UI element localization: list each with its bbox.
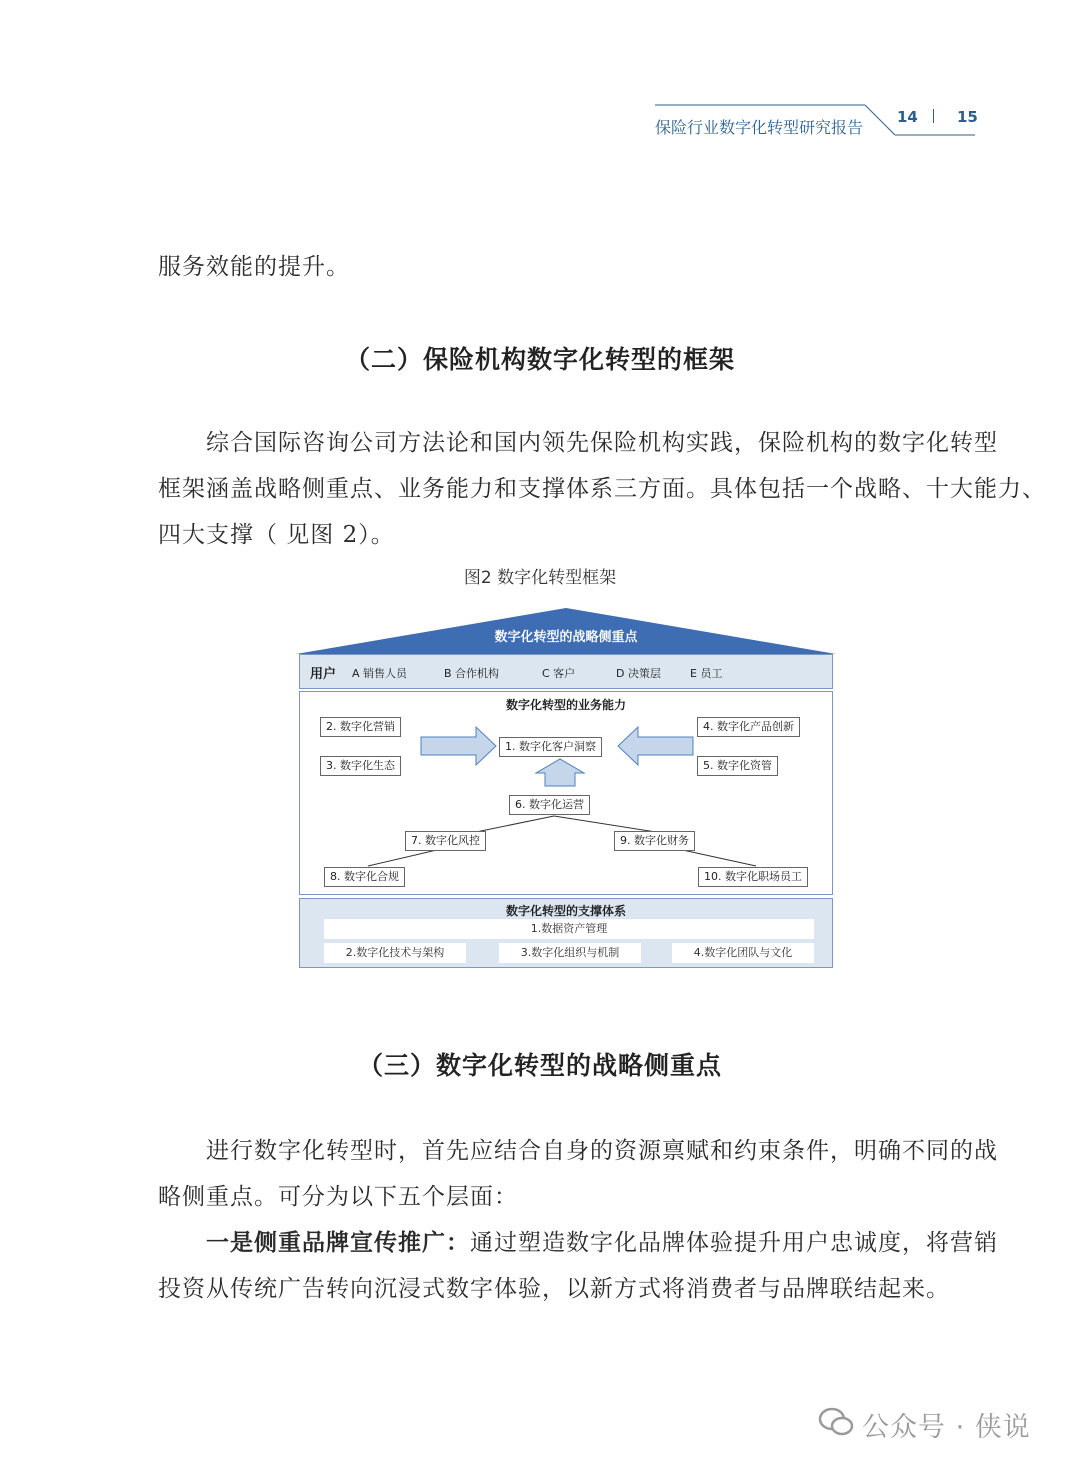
capability-box-6: 6. 数字化运营 xyxy=(509,795,590,815)
user-item: D 决策层 xyxy=(616,667,661,680)
support-item-1: 1.数据资产管理 xyxy=(324,919,814,939)
page-number-divider xyxy=(933,109,934,123)
paragraph-strategy-line1: 进行数字化转型时，首先应结合自身的资源禀赋和约束条件，明确不同的战 xyxy=(206,1138,998,1164)
section-heading-framework: （二）保险机构数字化转型的框架 xyxy=(344,345,735,374)
support-item-2: 2.数字化技术与架构 xyxy=(324,943,466,963)
paragraph-continuation: 服务效能的提升。 xyxy=(158,254,350,280)
capability-box-5: 5. 数字化资管 xyxy=(697,756,778,776)
user-item: B 合作机构 xyxy=(444,667,500,680)
figure-caption: 图2 数字化转型框架 xyxy=(463,568,617,588)
support-title: 数字化转型的支撑体系 xyxy=(505,904,626,918)
users-label: 用户 xyxy=(310,667,337,682)
capability-box-8: 8. 数字化合规 xyxy=(324,867,405,887)
brand-lead-rest: 通过塑造数字化品牌体验提升用户忠诚度，将营销 xyxy=(470,1230,998,1256)
user-item: C 客户 xyxy=(542,667,576,680)
capability-box-10: 10. 数字化职场员工 xyxy=(698,867,808,887)
section-heading-strategy: （三）数字化转型的战略侧重点 xyxy=(357,1051,722,1080)
capability-box-3: 3. 数字化生态 xyxy=(320,756,401,776)
paragraph-framework-line2: 框架涵盖战略侧重点、业务能力和支撑体系三方面。具体包括一个战略、十大能力、 xyxy=(158,476,1046,502)
page-number-right: 15 xyxy=(957,108,978,126)
report-title: 保险行业数字化转型研究报告 xyxy=(655,118,864,137)
user-item: A 销售人员 xyxy=(352,667,408,680)
capability-title: 数字化转型的业务能力 xyxy=(505,698,626,712)
watermark: 公众号 · 侠说 xyxy=(862,1412,1031,1443)
page-number-left: 14 xyxy=(897,108,918,126)
paragraph-framework-line3: 四大支撑（ 见图 2）。 xyxy=(158,522,395,548)
wechat-icon xyxy=(818,1406,854,1438)
paragraph-framework-line1: 综合国际咨询公司方法论和国内领先保险机构实践，保险机构的数字化转型 xyxy=(206,430,998,456)
left-arrow xyxy=(618,727,693,765)
capability-box-4: 4. 数字化产品创新 xyxy=(697,717,800,737)
capability-box-7: 7. 数字化风控 xyxy=(405,831,486,851)
paragraph-brand-line1 xyxy=(158,1220,998,1266)
capability-box-2: 2. 数字化营销 xyxy=(320,717,401,737)
capability-box-9: 9. 数字化财务 xyxy=(614,831,695,851)
paragraph-brand-line2: 投资从传统广告转向沉浸式数字体验，以新方式将消费者与品牌联结起来。 xyxy=(158,1276,950,1302)
framework-diagram xyxy=(296,606,836,970)
paragraph-strategy-line2: 略侧重点。可分为以下五个层面： xyxy=(158,1184,518,1210)
support-item-3: 3.数字化组织与机制 xyxy=(499,943,641,963)
user-item: E 员工 xyxy=(690,667,723,680)
brand-lead-bold: 一是侧重品牌宣传推广： xyxy=(206,1229,470,1256)
capability-box-1: 1. 数字化客户洞察 xyxy=(499,737,602,757)
strategy-roof-label: 数字化转型的战略侧重点 xyxy=(494,630,638,645)
right-arrow xyxy=(421,727,496,765)
support-item-4: 4.数字化团队与文化 xyxy=(672,943,814,963)
up-arrow xyxy=(536,759,584,786)
